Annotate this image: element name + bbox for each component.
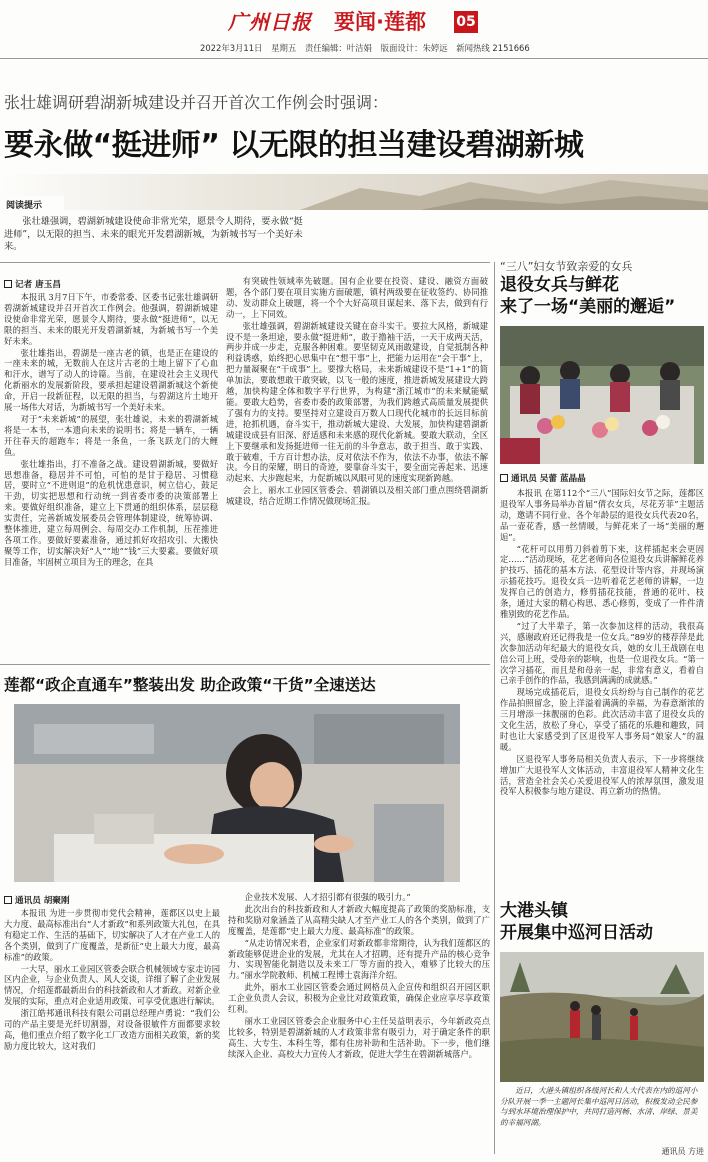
dateline [200, 42, 580, 56]
lead-paragraph: 会上，丽水工业园区管委会、碧湖镇以及相关部门重点围绕碧湖新城建设，结合近期工作情况做现场汇报。 [226, 485, 488, 507]
flower-arranging-photo [500, 326, 704, 464]
right2-photo-credit: 通讯员 方进 [661, 1147, 704, 1156]
story2-paragraph: “从走访情况来看，企业家们对新政都非常期待，认为我们莲都区的新政能够促进企业的发展，尤其在人才招聘，还有提升产品的核心竞争力、实现智能化制造以及未来工厂等方面的投入，难够了比较大的压力。”丽水学院教师、机械工程博士袁海洋介绍。 [228, 937, 490, 981]
story2-paragraph: 一大早，丽水工业园区管委会联合机械领域专家走访园区内企业，与企业负责人、风人交谈，详细了解了企业发展情况，介绍莲都最新出台的科技新政和人才新政。对新企业发展的实际，重点对企业适用政策、可享受优惠进行解读。 [4, 963, 220, 1007]
story2-paragraph: 浙江皓邦通讯科技有限公司副总经理卢勇说：“我们公司的产品主要是光纤切割器，对设备很敏件方面都要求较高，他们重点介绍了数字化工厂改造方面相关政策，新的奖励力度比较大，这对我们 [4, 1008, 220, 1051]
factory-worker-photo [14, 704, 460, 882]
river-patrol-photo [500, 952, 704, 1082]
lead-paragraph: 本报讯 3月7日下午，市委常委、区委书记张壮雄调研碧湖新城建设并召开首次工作例会。他强调，碧湖新城建设使命非常光荣，愿景令人期待，要永做“挺进师”，以无限的担当、未来的眼光开发碧湖新城，为新城书写一个美好未来。 [4, 292, 218, 346]
byline-box-icon [4, 280, 12, 288]
right1-paragraph: “过了大半辈子，第一次参加这样的活动，我很高兴，感谢政府还记得我是一位女兵。”89岁的楼荐萍是此次参加活动年纪最大的退役女兵，她的女儿王战剧在电信公司上班，受母亲的影响，也是一位退役女兵。“第一次学习插花，而且是和母亲一起，非常有意义，看着自己亲手创作的作品，我感到满满的成就感。” [500, 620, 704, 686]
masthead [0, 0, 708, 58]
right1-headline-line1: 退役女兵与鲜花 [500, 275, 619, 295]
issue-date: 2022年3月11日 [200, 43, 263, 53]
right1-byline [500, 472, 704, 484]
story2-column-2 [228, 892, 490, 1156]
newspaper-logo: 广州日报 [228, 10, 312, 34]
story2-byline [4, 894, 204, 906]
story2-paragraph: 丽水工业园区管委会企业服务中心主任吴益明表示，今年新政亮点比较多，特别是碧湖新城的人才政策非常有吸引力，对于确定条件的职高生、大专生、本科生等，都有住房补助和生活补助。下一步，他们继续深入企业、高校大力宣传人才新政，促进大学生在碧湖新城落户。 [228, 1015, 490, 1059]
right2-headline-line2: 开展集中巡河日活动 [500, 923, 653, 943]
story2-paragraph: 企业技术发展、人才招引都有很强的吸引力。” [244, 892, 411, 902]
editor-credit: 责任编辑：叶洁娟 [304, 43, 372, 53]
lead-column-2 [226, 276, 488, 652]
page-number: 05 [454, 11, 478, 33]
right1-paragraph: 现场完成插花后，退役女兵纷纷与自己制作的花艺作品拍照留念，脸上洋溢着满满的幸福，为春意渐浓的三月增添一抹靓丽的色彩。此次活动丰富了退役女兵的文化生活，放松了身心，享受了插花的乐趣和趣致，同时也让大家感受到了区退役军人事务局“娘家人”的温暖。 [500, 687, 704, 752]
header-photo-strip [0, 174, 708, 210]
right2-caption: 近日，大港头镇组织各级河长和人大代表在内的巡河小分队开展一季一主题河长集中巡河日活动，积极发动全民参与到水环境治理保护中，共同打造河畅、水清、岸绿、景美的幸福河湖。 [500, 1086, 698, 1127]
lead-paragraph: 对于“未来新城”的展望，张壮雄说，未来的碧湖新城将是一本书，一本遗向未来的说明书；将是一辆车，一辆开往春天的超跑车；将是一条鱼，一条飞跃龙门的大鲤鱼。 [4, 413, 218, 457]
right2-headline-line1: 大港头镇 [500, 901, 568, 921]
section-title: 要闻·莲都 [334, 10, 426, 34]
lead-kicker: 张壮雄调研碧湖新城建设并召开首次工作例会时强调： [4, 93, 389, 112]
column-divider [494, 262, 495, 1154]
lead-headline: 要永做“挺进师” 以无限的担当建设碧湖新城 [4, 128, 584, 163]
right1-byline-text: 通讯员 吴蕾 蓝晶晶 [511, 474, 586, 484]
story2-headline: 莲都“政企直通车”整装出发 助企政策“干货”全速送达 [4, 676, 376, 694]
designer-credit: 版面设计：朱婷远 [380, 43, 448, 53]
masthead-rule [0, 58, 708, 59]
lead-paragraph: 张壮雄指出，打不准备之战。建设碧湖新城，要做好思想准备，稳居并不可怕，可怕的是甘于稳居、习惯稳居，要时立“不进则退”的危机忧患意识，树立信心，鼓足干劲，切实把思想和行动统一到省委市委的决策部署上来。要做好组织准备，建立上下贯通的组织体系，层层稳实责任，完善新城发展委员会管理体制建设，统筹协调、整体推进，建立每周例会、每周交办工作机制，压茬推进各项工作。要做好要素准备，通过抓好攻招攻引、大搬快聚等工作，切实解决好“人”“地”“钱”三大要素。要做好项目准备，牢固树立项目为王的理念，在具 [4, 458, 218, 567]
right1-headline-line2: 来了一场“美丽的邂逅” [500, 297, 676, 317]
section-rule [0, 664, 490, 665]
right1-paragraph: 本报讯 在第112个“三八”国际妇女节之际，莲都区退役军人事务局举办首届“倩衣女兵，尽花芳菲”主题活动，邀请不同行业、各个年龄层的退役女兵代表20名，品一壶花香，感一丝情暖，与鲜花来了一场“美丽的邂逅”。 [500, 488, 704, 542]
lead-column-1 [4, 292, 218, 652]
byline-box-icon [500, 474, 508, 482]
summary-tag: 阅读提示 [4, 196, 64, 212]
lead-paragraph: 有突破性领域率先破题。国有企业要在投资、建设、融资方面破题，各个部门要在项目实施方面破题，镇村两级要在征收签约、协同推动、发动群众上破题，将一个个大好高项目谋起来、落下去，做到有行动一，上下同效。 [226, 276, 488, 319]
story2-paragraph: 此次出台的科技新政和人才新政大幅度提高了政策的奖励标准，支持和奖励对象涵盖了从高精尖缺人才至产业工人的各个类别，做到了广度覆盖，是莲都“史上最大力度、最高标准”的政策。 [228, 903, 490, 936]
lead-byline-text: 记者 唐玉昌 [15, 280, 61, 290]
lead-byline [4, 278, 204, 290]
story2-paragraph: 本报讯 为进一步贯彻市党代会精神，莲都区以史上最大力度、最高标准出台“人才新政”和系列政策大礼包，在具有稳定工作、生活的基础下，切实解决了人才在产业工人的各个类别，做到了广度覆盖，是新征“史上最大力度，最高标准”的政策。 [4, 908, 220, 962]
right1-paragraph: “花杆可以用剪刀斜着剪下来，这样插起来会更固定……”活动现场，花艺老师向各位退役女兵讲解鲜花养护技巧、插花的基本方法、花型设计等内容，并现场演示插花技巧。退役女兵一边听着花艺老师的讲解，一边发挥自己的创造力，修剪插花技能，普通的花叶、枝条，通过大家的精心构思、悉心修剪，变成了一件件清雅别致的花艺作品。 [500, 543, 704, 619]
story2-column-1 [4, 908, 220, 1156]
story2-paragraph: 此外，丽水工业园区管委会通过网格员入企宣传和组织召开园区职工企业负责人会议，积极为企业比对政策政策，确保企业应享尽享政策红利。 [228, 982, 490, 1015]
lead-paragraph: 张壮雄强调，碧湖新城建设关键在奋斗实干。要拉大风格，新城建设不是一条坦途，要永做“挺进师”，敢于撸袖干活，一天干成两天活，两步并成一步走，克服各种困难。要坚韧克风雨敢建设，自觉抵制各种利益诱惑，始终把心思集中在“想干事”上，把能力运用在“会干事”上，把力量凝聚在“干成事”上。要撑大格局，未来新城建设不是“1+1”的简单加法，要敢想敢干敢突破，以飞一般的速度，推进新城发展建设大跨越，加快构建全体和数字平行世界，为构建“浙江城市”的未来赋能赋能。要敢大趋势，省委市委的政策部署，为我们跨越式高质量发展提供了强有力的支持。要坚持对立建设百万数人口现代化城市的长远目标前进，抢抓机遇，奋斗实干，推动新城大建设、大发展，加快构建碧湖新城建设成县有旧深、舒适感和未来感的现代化新城。要敢大联动，全区上下要继承和发扬挺进师一往无前的斗争意志，敢于担当、敢于实践、敢于破难，千方百计想办法，反对依法不作为，依法不办事，依法不解决。今日的荣耀，明日的奇迹，要靠奋斗实干，要全面完善起来、迅速动起来、大步跑起来，力促新城以风眼可见的速度实现新跨越。 [226, 320, 488, 484]
right1-kicker: “三八”妇女节致亲爱的女兵 [500, 260, 633, 273]
news-hotline: 新闻热线 2151666 [456, 43, 530, 53]
right1-paragraph: 区退役军人事务局相关负责人表示，下一步将继续增加广大退役军人文体活动，丰富退役军人精神文化生活，营造全社会关心关爱退役军人的浓厚氛围，激发退役军人积极参与地方建设、再立新功的热情。 [500, 753, 704, 797]
byline-box-icon [4, 896, 12, 904]
right1-body [500, 488, 704, 892]
lead-summary: 张壮雄强调，碧湖新城建设使命非常光荣，愿景令人期待，要永做“挺进师”，以无限的担当、未来的眼光开发碧湖新城，为新城书写一个美好未来。 [4, 216, 303, 252]
section-rule [0, 262, 490, 263]
lead-paragraph: 张壮雄指出，碧湖是一座古老的镇，也是正在建设的一座未来的城，无数前人在这片古老的土地上留下了心血和汗水，谱写了动人的诗篇。当前，在建设社会主义现代化新丽水的发展新阶段，要承担起建设碧湖新城这个新使命，开启一段新征程，以无限的担当，与碧湖这片土地开展一场伟大对话，为新城书写一个美好未来。 [4, 347, 218, 413]
story2-byline-text: 通讯员 胡聚刚 [15, 896, 70, 906]
issue-weekday: 星期五 [271, 43, 297, 53]
